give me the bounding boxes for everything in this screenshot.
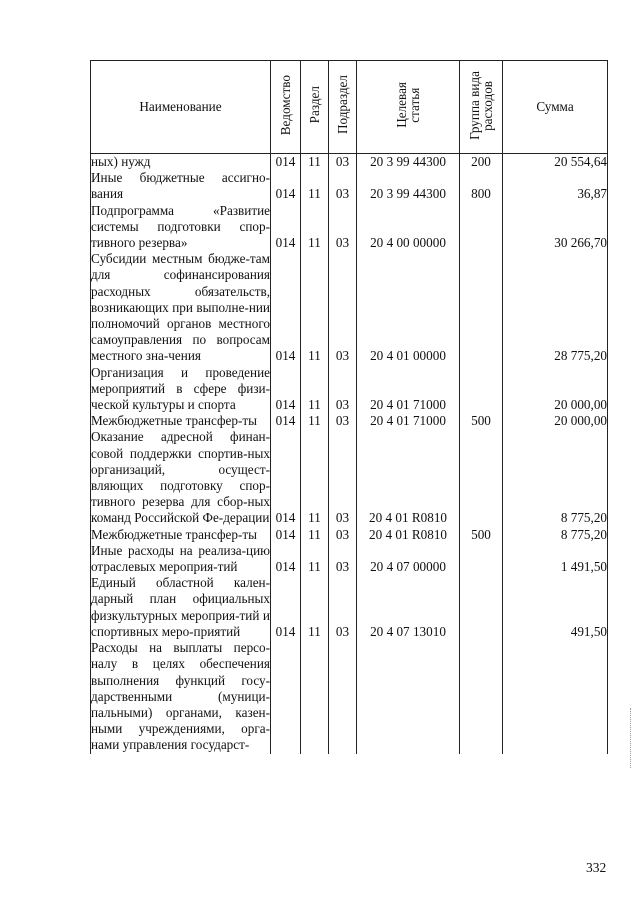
cell-department: 014 xyxy=(271,413,301,429)
cell-section: 11 xyxy=(301,154,329,171)
cell-department: 014 xyxy=(271,251,301,364)
cell-amount: 28 775,20 xyxy=(503,251,608,364)
cell-target-article: 20 4 07 00000 xyxy=(357,543,460,575)
cell-target-article: 20 4 01 R0810 xyxy=(357,429,460,526)
cell-target-article: 20 4 01 71000 xyxy=(357,413,460,429)
table-row xyxy=(91,154,608,171)
cell-amount: 30 266,70 xyxy=(503,203,608,252)
cell-subsection: 03 xyxy=(329,527,357,543)
cell-department: 014 xyxy=(271,527,301,543)
cell-subsection: 03 xyxy=(329,543,357,575)
cell-expense-group xyxy=(460,429,503,526)
table-row xyxy=(91,203,608,252)
table-row xyxy=(91,365,608,414)
cell-department: 014 xyxy=(271,170,301,202)
cell-section: 11 xyxy=(301,527,329,543)
cell-section: 11 xyxy=(301,413,329,429)
cell-expense-group xyxy=(460,575,503,640)
cell-amount: 8 775,20 xyxy=(503,429,608,526)
cell-section: 11 xyxy=(301,203,329,252)
cell-subsection: 03 xyxy=(329,203,357,252)
cell-department xyxy=(271,640,301,753)
page-number: 332 xyxy=(586,860,607,875)
cell-name: Межбюджетные трансфер-ты xyxy=(91,527,271,543)
cell-expense-group: 200 xyxy=(460,154,503,171)
cell-target-article: 20 4 01 00000 xyxy=(357,251,460,364)
cell-section: 11 xyxy=(301,365,329,414)
cell-expense-group xyxy=(460,640,503,753)
table-row xyxy=(91,429,608,526)
cell-amount: 8 775,20 xyxy=(503,527,608,543)
header-section: Раздел xyxy=(301,61,329,154)
cell-section xyxy=(301,640,329,753)
cell-subsection: 03 xyxy=(329,251,357,364)
table-header-row xyxy=(91,61,608,154)
cell-name: Расходы на выплаты персо-налу в целях обеспечения выполнения функций госу-дарственными (муници-пальными) органами, казен-ными учреждениями, орга-нами управления государст- xyxy=(91,640,270,753)
cell-department: 014 xyxy=(271,429,301,526)
table-row xyxy=(91,575,608,640)
cell-name: Единый областной кален-дарный план официальных физкультурных мероприя-тий и спортивных меро-приятий xyxy=(91,575,270,639)
cell-amount: 20 000,00 xyxy=(503,413,608,429)
cell-section: 11 xyxy=(301,170,329,202)
cell-amount: 1 491,50 xyxy=(503,543,608,575)
cell-department: 014 xyxy=(271,203,301,252)
table-row xyxy=(91,413,608,429)
header-target-article: Целевая статья xyxy=(357,61,460,154)
table-row xyxy=(91,527,608,543)
cell-target-article: 20 3 99 44300 xyxy=(357,154,460,171)
table-row xyxy=(91,170,608,202)
cell-subsection: 03 xyxy=(329,365,357,414)
scan-margin-mark xyxy=(630,708,632,768)
cell-expense-group: 500 xyxy=(460,413,503,429)
cell-amount: 36,87 xyxy=(503,170,608,202)
cell-section: 11 xyxy=(301,251,329,364)
header-expense-group: Группа вида расходов xyxy=(460,61,503,154)
cell-department: 014 xyxy=(271,575,301,640)
cell-expense-group xyxy=(460,543,503,575)
table-row xyxy=(91,640,608,753)
table-row xyxy=(91,543,608,575)
cell-name: Подпрограмма «Развитие системы подготовки спор-тивного резерва» xyxy=(91,202,270,251)
cell-amount: 20 554,64 xyxy=(503,154,608,171)
cell-expense-group xyxy=(460,251,503,364)
cell-subsection: 03 xyxy=(329,154,357,171)
header-name: Наименование xyxy=(91,61,271,154)
cell-expense-group: 500 xyxy=(460,527,503,543)
cell-subsection: 03 xyxy=(329,413,357,429)
cell-amount: 491,50 xyxy=(503,575,608,640)
cell-subsection: 03 xyxy=(329,575,357,640)
cell-expense-group xyxy=(460,365,503,414)
cell-name: Межбюджетные трансфер-ты xyxy=(91,413,271,429)
cell-target-article: 20 4 07 13010 xyxy=(357,575,460,640)
cell-target-article xyxy=(357,640,460,753)
cell-name: Субсидии местным бюдже-там для софинансирования расходных обязательств, возникающих при выполне-нии полномочий органов местного самоуправления по вопросам местного зна-чения xyxy=(91,251,270,364)
cell-subsection: 03 xyxy=(329,170,357,202)
cell-department: 014 xyxy=(271,154,301,171)
header-amount: Сумма xyxy=(503,61,608,154)
cell-section: 11 xyxy=(301,575,329,640)
cell-name: Организация и проведение мероприятий в сфере физи-ческой культуры и спорта xyxy=(91,364,270,413)
cell-target-article: 20 4 01 R0810 xyxy=(357,527,460,543)
cell-section: 11 xyxy=(301,429,329,526)
header-department: Ведомство xyxy=(271,61,301,154)
cell-name: Иные бюджетные ассигно-вания xyxy=(91,170,270,202)
cell-expense-group: 800 xyxy=(460,170,503,202)
cell-target-article: 20 4 00 00000 xyxy=(357,203,460,252)
cell-subsection: 03 xyxy=(329,429,357,526)
cell-subsection xyxy=(329,640,357,753)
cell-target-article: 20 4 01 71000 xyxy=(357,365,460,414)
cell-amount xyxy=(503,640,608,753)
cell-name: ных) нужд xyxy=(91,154,271,171)
cell-name: Оказание адресной финан-совой поддержки спортив-ных организаций, осущест-вляющих подготовку спор-тивного резерва для сбор-ных команд Российской Фе-дерации xyxy=(91,429,270,526)
cell-expense-group xyxy=(460,203,503,252)
table-row xyxy=(91,251,608,364)
cell-department: 014 xyxy=(271,543,301,575)
cell-amount: 20 000,00 xyxy=(503,365,608,414)
cell-name: Иные расходы на реализа-цию отраслевых мероприя-тий xyxy=(91,542,270,575)
budget-table xyxy=(90,60,608,754)
cell-target-article: 20 3 99 44300 xyxy=(357,170,460,202)
cell-department: 014 xyxy=(271,365,301,414)
cell-section: 11 xyxy=(301,543,329,575)
header-subsection: Подраздел xyxy=(329,61,357,154)
